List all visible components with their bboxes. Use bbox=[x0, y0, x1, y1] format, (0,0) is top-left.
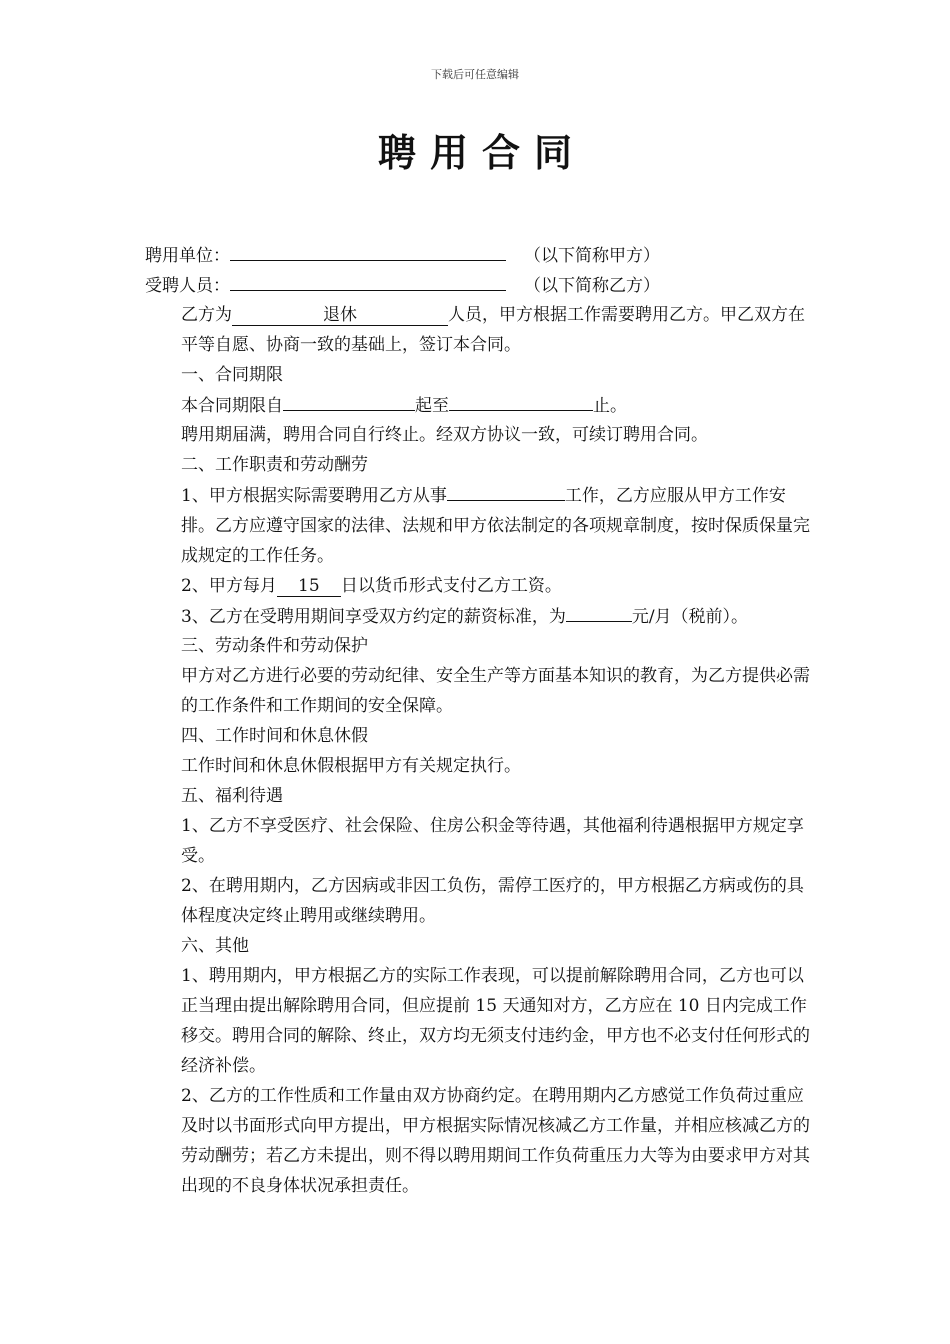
salary-prefix: 3、乙方在受聘用期间享受双方约定的薪资标准，为 bbox=[181, 607, 566, 627]
term-end: 止。 bbox=[593, 396, 627, 416]
job-title-blank[interactable] bbox=[447, 480, 565, 501]
duties-paragraph bbox=[145, 480, 815, 571]
benefits-paragraph-1: 1、乙方不享受医疗、社会保险、住房公积金等待遇，其他福利待遇根据甲方规定享受。 bbox=[181, 816, 804, 866]
employee-status-field[interactable]: 退休 bbox=[232, 305, 448, 326]
other-paragraph-1: 1、聘用期内，甲方根据乙方的实际工作表现，可以提前解除聘用合同，乙方也可以正当理由提出解除聘用合同，但应提前 15 天通知对方，乙方应在 10 日内完成工作移交。聘用合同的解除、终止，双方均无须支付违约金，甲方也不必支付任何形式的经济补偿。 bbox=[181, 966, 810, 1076]
labor-protection-paragraph: 甲方对乙方进行必要的劳动纪律、安全生产等方面基本知识的教育，为乙方提供必需的工作条件和工作期间的安全保障。 bbox=[181, 666, 810, 716]
duties-prefix: 1、甲方根据实际需要聘用乙方从事 bbox=[181, 486, 447, 506]
section-6-heading: 六、其他 bbox=[181, 936, 249, 956]
salary-suffix: 元/月（税前）。 bbox=[631, 607, 749, 627]
section-4-heading: 四、工作时间和休息休假 bbox=[181, 726, 368, 746]
employer-note: （以下简称甲方） bbox=[524, 246, 660, 266]
benefits-paragraph-2: 2、在聘用期内，乙方因病或非因工负伤，需停工医疗的，甲方根据乙方病或伤的具体程度决定终止聘用或继续聘用。 bbox=[181, 876, 804, 926]
term-middle: 起至 bbox=[415, 396, 449, 416]
intro-paragraph bbox=[145, 300, 815, 360]
contract-body bbox=[145, 240, 815, 1201]
section-1-heading: 一、合同期限 bbox=[181, 365, 283, 385]
term-start-blank[interactable] bbox=[283, 390, 415, 411]
payday-line bbox=[145, 571, 815, 601]
employer-line bbox=[145, 240, 815, 270]
term-line bbox=[145, 390, 815, 420]
section-3-heading: 三、劳动条件和劳动保护 bbox=[181, 636, 368, 656]
other-paragraph-2: 2、乙方的工作性质和工作量由双方协商约定。在聘用期内乙方感觉工作负荷过重应及时以书面形式向甲方提出，甲方根据实际情况核减乙方工作量，并相应核减乙方的劳动酬劳；若乙方未提出，则不得以聘用期间工作负荷重压力大等为由要求甲方对其出现的不良身体状况承担责任。 bbox=[181, 1086, 810, 1196]
salary-line bbox=[145, 601, 815, 631]
employee-line bbox=[145, 270, 815, 300]
section-5-heading: 五、福利待遇 bbox=[181, 786, 283, 806]
renewal-paragraph: 聘用期届满，聘用合同自行终止。经双方协议一致，可续订聘用合同。 bbox=[181, 425, 708, 445]
working-hours-paragraph: 工作时间和休息休假根据甲方有关规定执行。 bbox=[181, 756, 521, 776]
salary-blank[interactable] bbox=[566, 601, 632, 622]
intro-prefix: 乙方为 bbox=[181, 305, 232, 325]
duties-suffix: 工作，乙方应服从甲方工作安排。乙方应遵守国家的法律、法规和甲方依法制定的各项规章制度，按时保质保量完成规定的工作任务。 bbox=[181, 486, 810, 566]
page-header: 下载后可任意编辑 bbox=[431, 68, 519, 81]
employee-note: （以下简称乙方） bbox=[524, 276, 660, 296]
employee-label: 受聘人员： bbox=[145, 276, 230, 296]
payday-suffix: 日以货币形式支付乙方工资。 bbox=[340, 576, 562, 596]
term-end-blank[interactable] bbox=[449, 390, 593, 411]
payday-field[interactable]: 15 bbox=[277, 576, 341, 597]
section-2-heading: 二、工作职责和劳动酬劳 bbox=[181, 455, 368, 475]
employee-blank[interactable] bbox=[230, 270, 506, 291]
term-prefix: 本合同期限自 bbox=[181, 396, 283, 416]
employer-blank[interactable] bbox=[230, 240, 506, 261]
payday-prefix: 2、甲方每月 bbox=[181, 576, 277, 596]
document-title: 聘用合同 bbox=[377, 130, 586, 175]
employer-label: 聘用单位： bbox=[145, 246, 230, 266]
intro-suffix: 人员，甲方根据工作需要聘用乙方。甲乙双方在平等自愿、协商一致的基础上，签订本合同。 bbox=[181, 305, 805, 355]
